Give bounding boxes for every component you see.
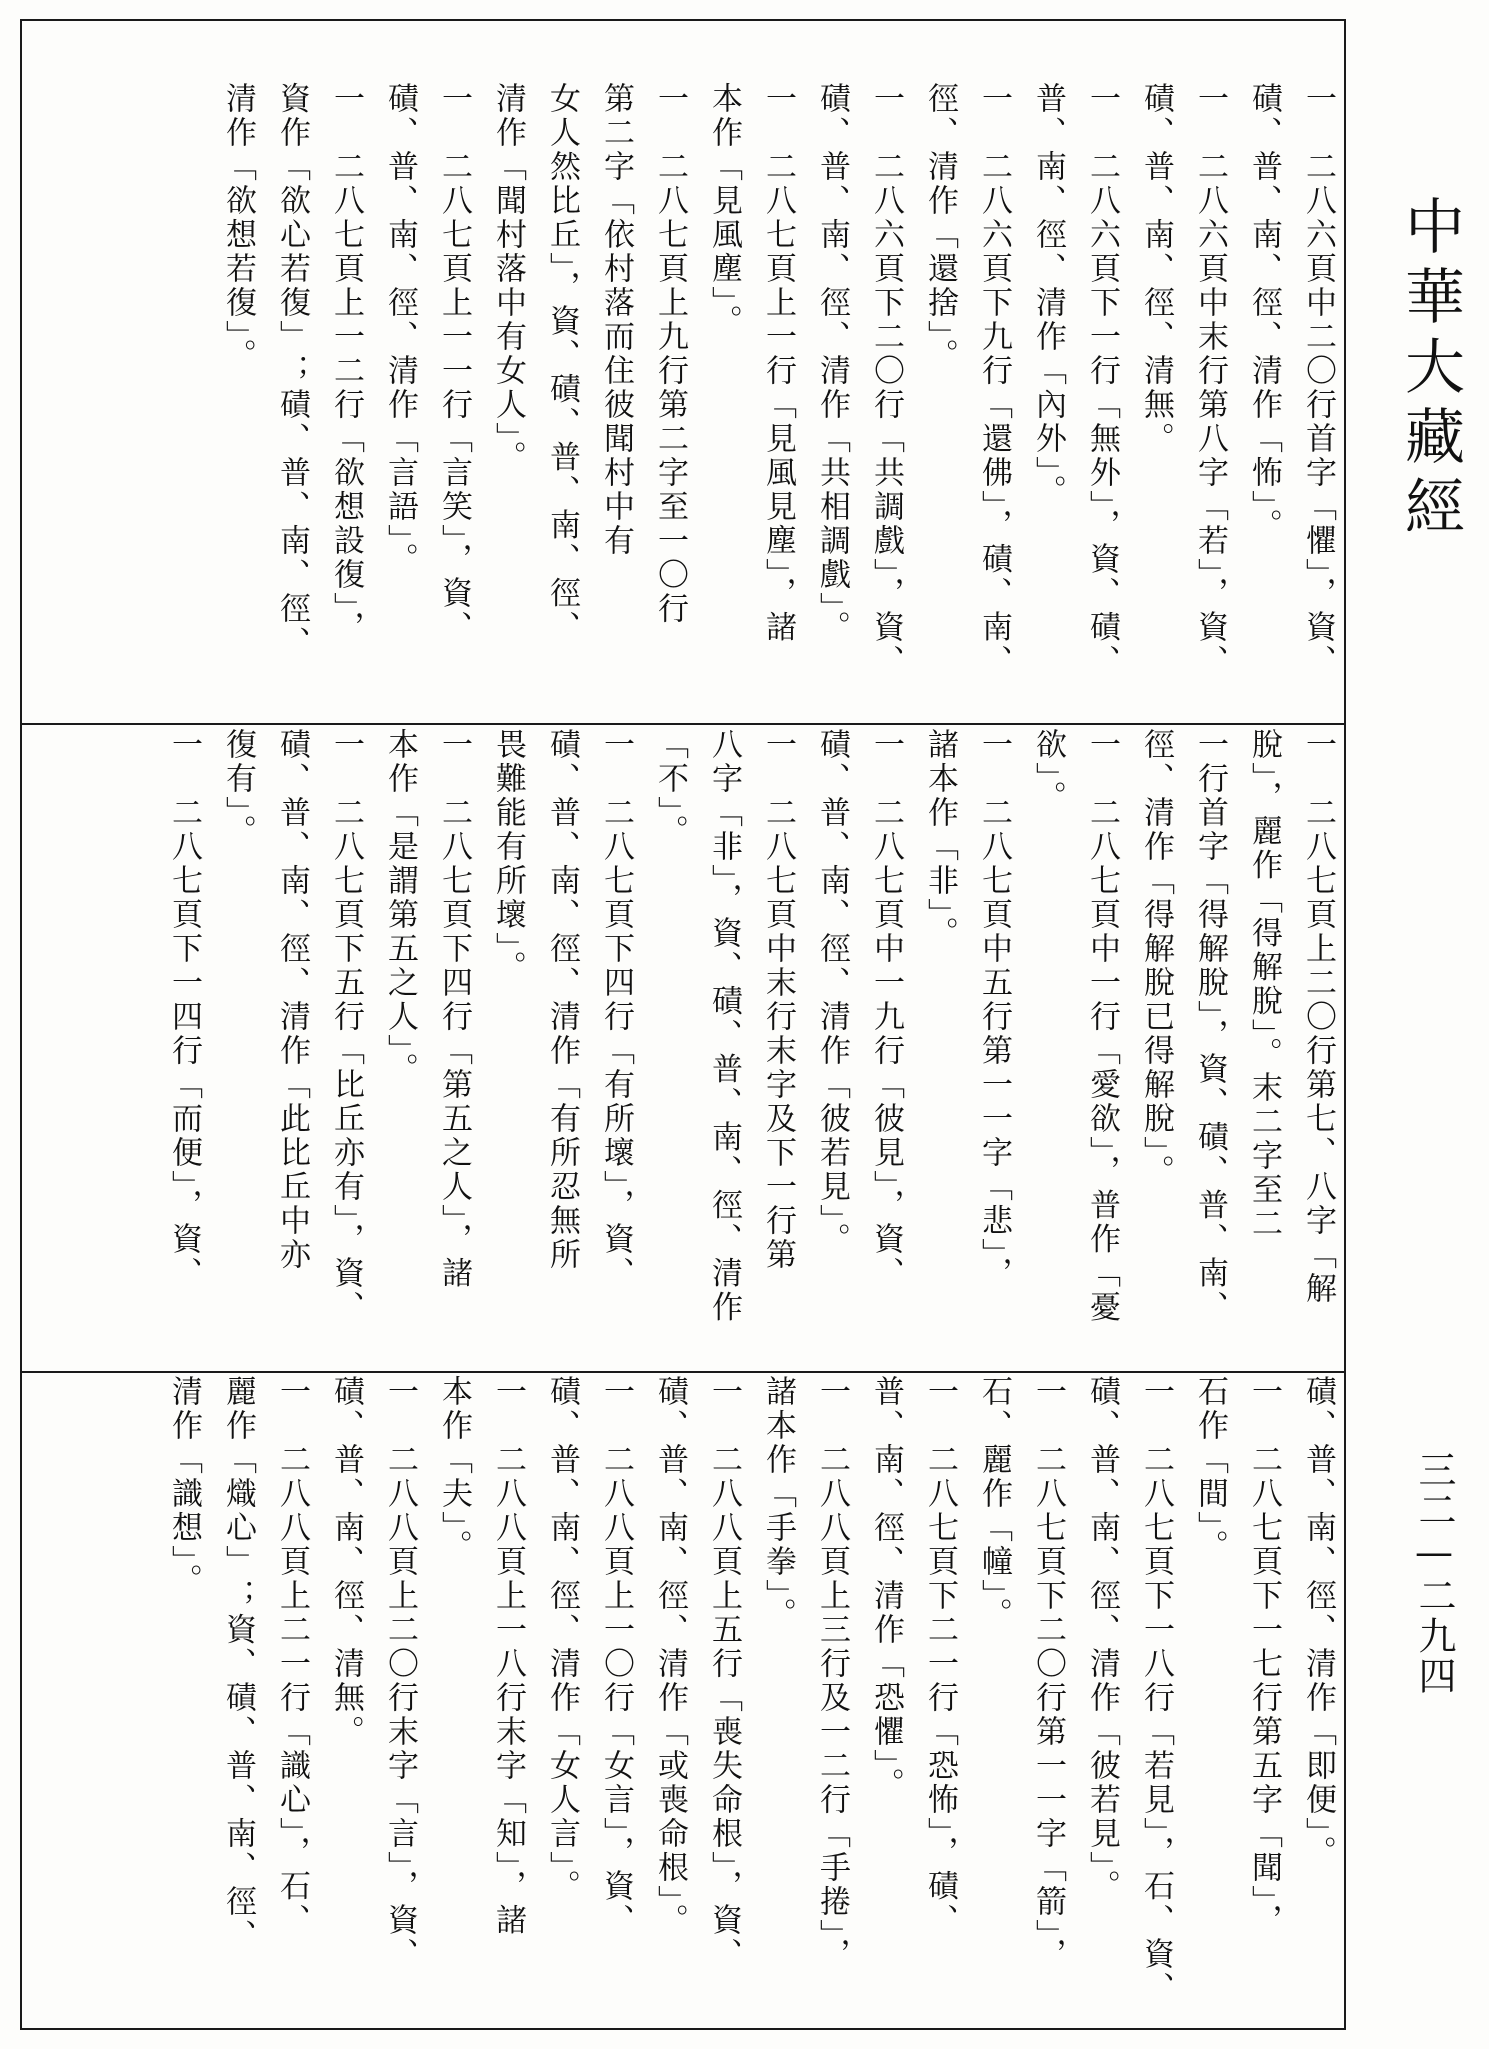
text-column: 磧、普、南、徑、清作「彼若見」。: [814, 728, 850, 1257]
text-column: 脫」，麗作「得解脫」。末二字至二: [1246, 728, 1282, 1241]
text-column: 磧、普、南、徑、清作「怖」。: [1246, 82, 1282, 543]
text-column: 一 二八六頁中二〇行首字「懼」，資、: [1300, 82, 1336, 679]
text-column: 一 二八七頁上一一行「言笑」，資、: [436, 82, 472, 645]
text-column: 石、麗作「幢」。: [976, 1375, 1012, 1632]
text-column: 欲」。: [1030, 728, 1066, 815]
text-column: 本作「是謂第五之人」。: [382, 728, 418, 1087]
text-column: 「不」。: [652, 728, 688, 849]
text-column: 女人然比丘」，資、磧、普、南、徑、: [544, 82, 580, 645]
text-column: 一 二八八頁上二〇行末字「言」，資、: [382, 1375, 418, 1972]
text-column: 磧、普、南、徑、清作「此比丘中亦: [274, 728, 310, 1272]
text-column: 復有」。: [220, 728, 256, 849]
text-column: 諸本作「手拳」。: [760, 1375, 796, 1632]
page-number: 三二—二九四: [1412, 1450, 1456, 1696]
text-column: 徑、清作「還捨」。: [922, 82, 958, 373]
text-column: 一 二八七頁上一二行「欲想設復」，: [328, 82, 364, 645]
text-column: 一 二八七頁下一四行「而便」，資、: [166, 728, 202, 1291]
text-column: 一 二八七頁中末行末字及下一行第: [760, 728, 796, 1272]
text-column: 一 二八七頁中一行「愛欲」，普作「憂: [1084, 728, 1120, 1325]
text-column: 八字「非」，資、磧、普、南、徑、清作: [706, 728, 742, 1325]
band-divider: [20, 723, 1346, 725]
text-column: 一 二八七頁中一九行「彼見」，資、: [868, 728, 904, 1291]
text-column: 一 二八六頁下九行「還佛」，磧、南、: [976, 82, 1012, 679]
text-column: 一 二八八頁上一〇行「女言」，資、: [598, 1375, 634, 1938]
text-column: 清作「欲想若復」。: [220, 82, 256, 373]
text-column: 一 二八八頁上二一行「識心」，石、: [274, 1375, 310, 1938]
text-column: 一 二八七頁上一行「見風見塵」，諸: [760, 82, 796, 645]
text-column: 磧、普、南、徑、清作「彼若見」。: [1084, 1375, 1120, 1904]
text-column: 石作「間」。: [1192, 1375, 1228, 1564]
text-column: 磧、普、南、徑、清無。: [1138, 82, 1174, 456]
text-column: 一 二八八頁上五行「喪失命根」，資、: [706, 1375, 742, 1972]
text-column: 一 二八七頁下四行「第五之人」，諸: [436, 728, 472, 1291]
text-column: 本作「見風塵」。: [706, 82, 742, 339]
text-column: 畏難能有所壞」。: [490, 728, 526, 985]
text-column: 一 二八七頁下一七行第五字「聞」，: [1246, 1375, 1282, 1938]
collection-title: 中華大藏經: [1395, 195, 1465, 545]
text-column: 普、南、徑、清作「恐懼」。: [868, 1375, 904, 1802]
text-column: 麗作「熾心」；資、磧、普、南、徑、: [220, 1375, 256, 1953]
text-column: 本作「夫」。: [436, 1375, 472, 1564]
text-column: 一 二八六頁下二〇行「共調戲」，資、: [868, 82, 904, 679]
text-column: 磧、普、南、徑、清作「共相調戲」。: [814, 82, 850, 645]
text-column: 一 二八七頁下二一行「恐怖」，磧、: [922, 1375, 958, 1938]
band-divider: [20, 1371, 1346, 1373]
text-column: 資作「欲心若復」；磧、普、南、徑、: [274, 82, 310, 660]
text-column: 一 二八七頁下四行「有所壞」，資、: [598, 728, 634, 1291]
text-column: 一行首字「得解脫」，資、磧、普、南、: [1192, 728, 1228, 1325]
text-column: 磧、普、南、徑、清作「即便」。: [1300, 1375, 1336, 1870]
text-column: 磧、普、南、徑、清作「女人言」。: [544, 1375, 580, 1904]
text-column: 徑、清作「得解脫已得解脫」。: [1138, 728, 1174, 1189]
text-column: 清作「識想」。: [166, 1375, 202, 1598]
text-column: 一 二八七頁下五行「比丘亦有」，資、: [328, 728, 364, 1325]
text-column: 磧、普、南、徑、清作「言語」。: [382, 82, 418, 577]
text-column: 諸本作「非」。: [922, 728, 958, 951]
text-column: 磧、普、南、徑、清無。: [328, 1375, 364, 1749]
text-column: 一 二八七頁下一八行「若見」，石、資、: [1138, 1375, 1174, 2006]
text-column: 一 二八八頁上三行及一二行「手捲」，: [814, 1375, 850, 1972]
text-column: 一 二八七頁中五行第一一字「悲」，: [976, 728, 1012, 1291]
text-column: 一 二八七頁上二〇行第七、八字「解: [1300, 728, 1336, 1306]
text-column: 清作「聞村落中有女人」。: [490, 82, 526, 475]
text-column: 一 二八七頁下二〇行第一一字「箭」，: [1030, 1375, 1066, 1972]
text-column: 一 二八六頁中末行第八字「若」，資、: [1192, 82, 1228, 679]
text-column: 一 二八八頁上一八行末字「知」，諸: [490, 1375, 526, 1938]
text-column: 一 二八七頁上九行第二字至一〇行: [652, 82, 688, 626]
text-column: 一 二八六頁下一行「無外」，資、磧、: [1084, 82, 1120, 679]
text-column: 磧、普、南、徑、清作「有所忍無所: [544, 728, 580, 1272]
text-column: 磧、普、南、徑、清作「或喪命根」。: [652, 1375, 688, 1938]
text-column: 第二字「依村落而住彼聞村中有: [598, 82, 634, 558]
text-column: 普、南、徑、清作「內外」。: [1030, 82, 1066, 509]
